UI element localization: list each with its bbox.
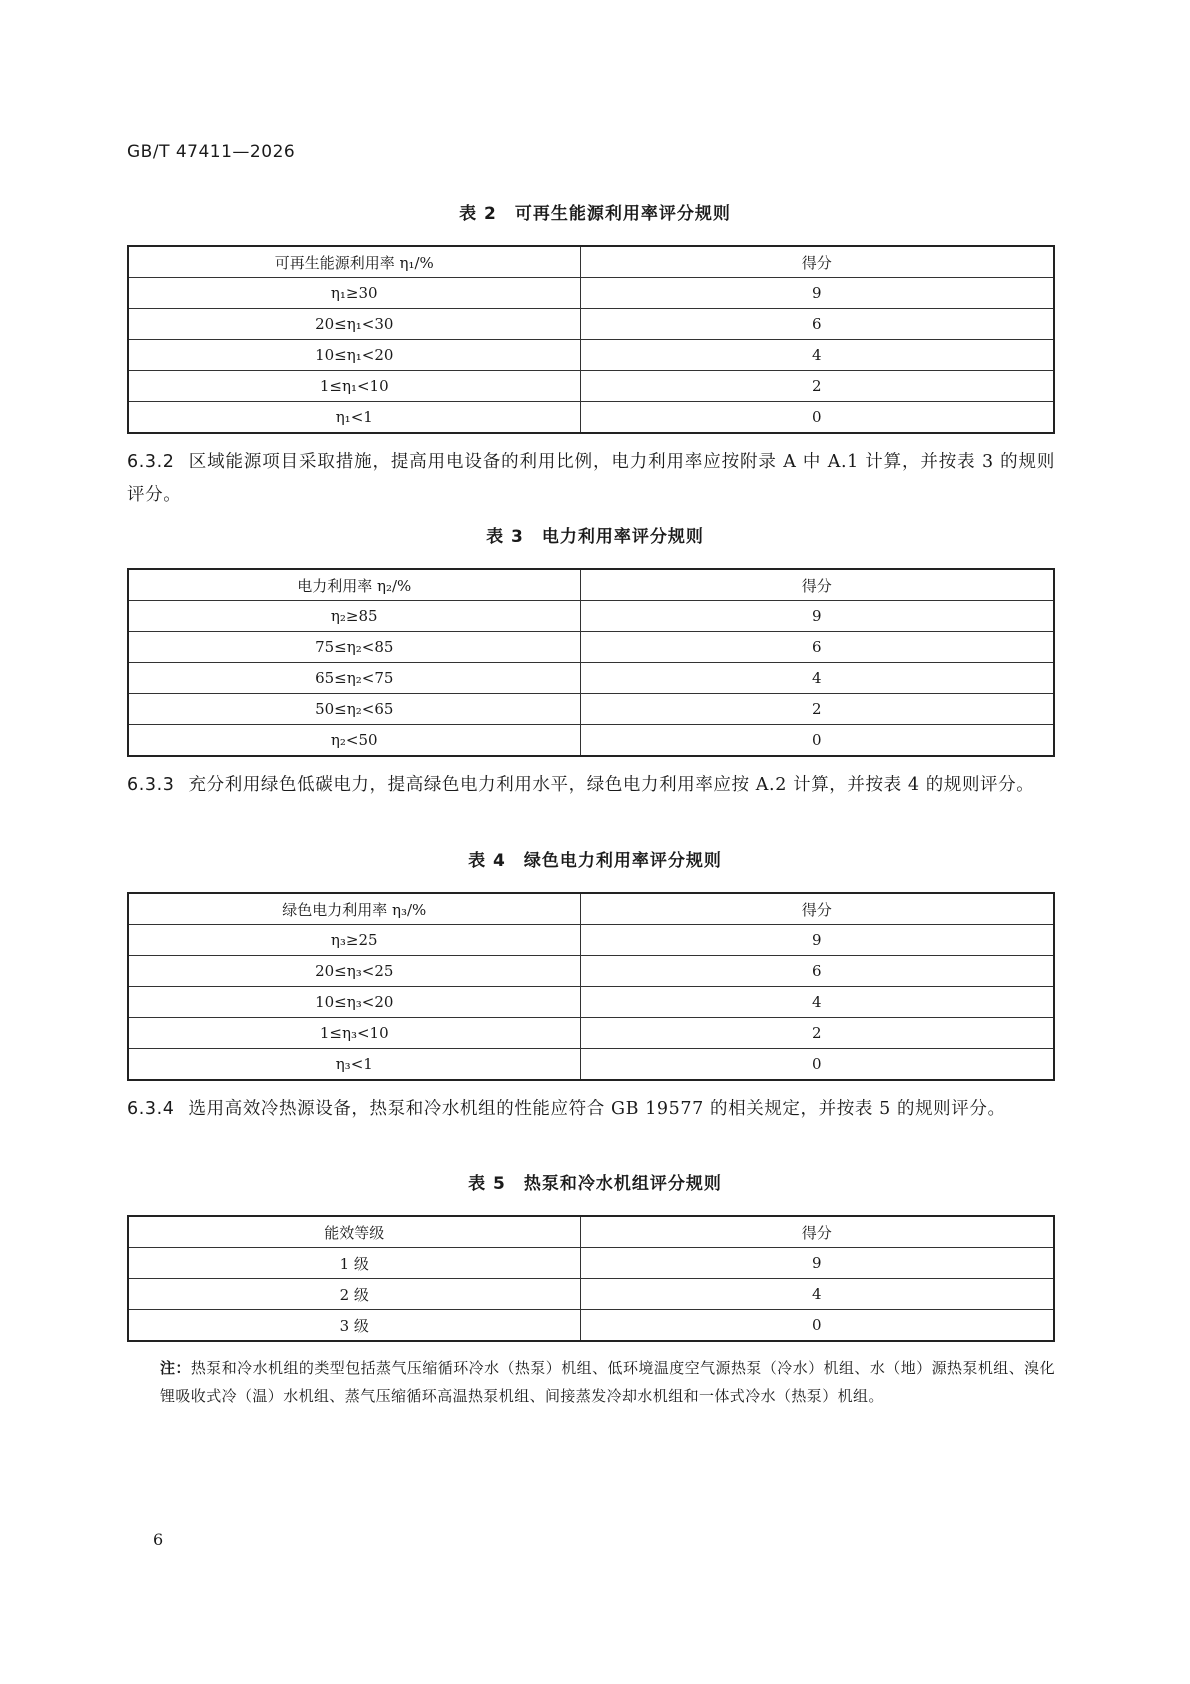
table-cell: 2 级 xyxy=(128,1279,580,1310)
table-row xyxy=(128,278,1054,309)
table-cell: 1 级 xyxy=(128,1248,580,1279)
table-cell: 9 xyxy=(580,925,1054,956)
table-cell: 0 xyxy=(580,1049,1054,1081)
table-cell: 2 xyxy=(580,694,1054,725)
table-cell: 6 xyxy=(580,309,1054,340)
table-row xyxy=(128,309,1054,340)
column-header: 绿色电力利用率 η₃/% xyxy=(128,893,580,925)
table-cell: η₂≥85 xyxy=(128,601,580,632)
table-cell: 6 xyxy=(580,956,1054,987)
clause-number: 6.3.3 xyxy=(127,775,175,795)
table-header-row xyxy=(128,1216,1054,1248)
clause-number: 6.3.2 xyxy=(127,452,175,472)
table-cell: 6 xyxy=(580,632,1054,663)
column-header: 得分 xyxy=(580,893,1054,925)
column-header: 得分 xyxy=(580,569,1054,601)
table-row xyxy=(128,987,1054,1018)
table-cell: 20≤η₃<25 xyxy=(128,956,580,987)
table-4-green-electricity xyxy=(127,892,1055,1081)
clause-text: 充分利用绿色低碳电力，提高绿色电力利用水平，绿色电力利用率应按 A.2 计算，并按表 4 的规则评分。 xyxy=(188,775,1035,795)
table-cell: 4 xyxy=(580,340,1054,371)
column-header: 得分 xyxy=(580,1216,1054,1248)
table-row xyxy=(128,1248,1054,1279)
column-header: 电力利用率 η₂/% xyxy=(128,569,580,601)
table-cell: 1≤η₃<10 xyxy=(128,1018,580,1049)
column-header: 可再生能源利用率 η₁/% xyxy=(128,246,580,278)
table-row xyxy=(128,632,1054,663)
table-row xyxy=(128,402,1054,434)
table-cell: 2 xyxy=(580,1018,1054,1049)
table-row xyxy=(128,371,1054,402)
clause-text: 区域能源项目采取措施，提高用电设备的利用比例，电力利用率应按附录 A 中 A.1 计算，并按表 3 的规则评分。 xyxy=(127,452,1055,505)
table-cell: η₁≥30 xyxy=(128,278,580,309)
table-cell: η₃<1 xyxy=(128,1049,580,1081)
note-label: 注： xyxy=(160,1359,191,1377)
table-cell: 2 xyxy=(580,371,1054,402)
table-row xyxy=(128,601,1054,632)
table-2-caption: 表 2 可再生能源利用率评分规则 xyxy=(459,204,731,224)
column-header: 得分 xyxy=(580,246,1054,278)
table-row xyxy=(128,1279,1054,1310)
table-cell: 20≤η₁<30 xyxy=(128,309,580,340)
table-cell: 75≤η₂<85 xyxy=(128,632,580,663)
table-row xyxy=(128,1018,1054,1049)
table-3-caption: 表 3 电力利用率评分规则 xyxy=(486,527,704,547)
table-2-renewable-energy xyxy=(127,245,1055,434)
clause-6-3-2 xyxy=(127,446,1055,512)
clause-6-3-3 xyxy=(127,769,1055,802)
table-4-caption: 表 4 绿色电力利用率评分规则 xyxy=(468,851,722,871)
table-5-note xyxy=(160,1354,1055,1410)
table-cell: 3 级 xyxy=(128,1310,580,1342)
table-cell: 0 xyxy=(580,725,1054,757)
note-text: 热泵和冷水机组的类型包括蒸气压缩循环冷水（热泵）机组、低环境温度空气源热泵（冷水）机组、水（地）源热泵机组、溴化锂吸收式冷（温）水机组、蒸气压缩循环高温热泵机组、间接蒸发冷却水机组和一体式冷水（热泵）机组。 xyxy=(160,1359,1055,1405)
standard-code-header: GB/T 47411—2026 xyxy=(127,142,296,162)
table-header-row xyxy=(128,569,1054,601)
table-cell: 0 xyxy=(580,1310,1054,1342)
table-cell: η₁<1 xyxy=(128,402,580,434)
table-cell: 9 xyxy=(580,601,1054,632)
table-cell: 0 xyxy=(580,402,1054,434)
table-row xyxy=(128,725,1054,757)
table-5-caption: 表 5 热泵和冷水机组评分规则 xyxy=(468,1174,722,1194)
clause-6-3-4 xyxy=(127,1093,1055,1126)
table-cell: η₃≥25 xyxy=(128,925,580,956)
page-number: 6 xyxy=(153,1530,164,1549)
table-row xyxy=(128,956,1054,987)
table-cell: 9 xyxy=(580,1248,1054,1279)
column-header: 能效等级 xyxy=(128,1216,580,1248)
table-row xyxy=(128,663,1054,694)
table-row xyxy=(128,925,1054,956)
table-cell: 10≤η₃<20 xyxy=(128,987,580,1018)
table-cell: 10≤η₁<20 xyxy=(128,340,580,371)
table-row xyxy=(128,694,1054,725)
table-cell: 4 xyxy=(580,1279,1054,1310)
table-cell: 9 xyxy=(580,278,1054,309)
table-cell: 50≤η₂<65 xyxy=(128,694,580,725)
table-header-row xyxy=(128,246,1054,278)
table-3-electricity xyxy=(127,568,1055,757)
table-row xyxy=(128,1310,1054,1342)
table-row xyxy=(128,340,1054,371)
table-row xyxy=(128,1049,1054,1081)
table-header-row xyxy=(128,893,1054,925)
table-cell: η₂<50 xyxy=(128,725,580,757)
clause-number: 6.3.4 xyxy=(127,1099,175,1119)
table-cell: 4 xyxy=(580,987,1054,1018)
table-cell: 4 xyxy=(580,663,1054,694)
table-5-heat-pump xyxy=(127,1215,1055,1342)
table-cell: 1≤η₁<10 xyxy=(128,371,580,402)
clause-text: 选用高效冷热源设备，热泵和冷水机组的性能应符合 GB 19577 的相关规定，并按表 5 的规则评分。 xyxy=(188,1099,1006,1119)
table-cell: 65≤η₂<75 xyxy=(128,663,580,694)
